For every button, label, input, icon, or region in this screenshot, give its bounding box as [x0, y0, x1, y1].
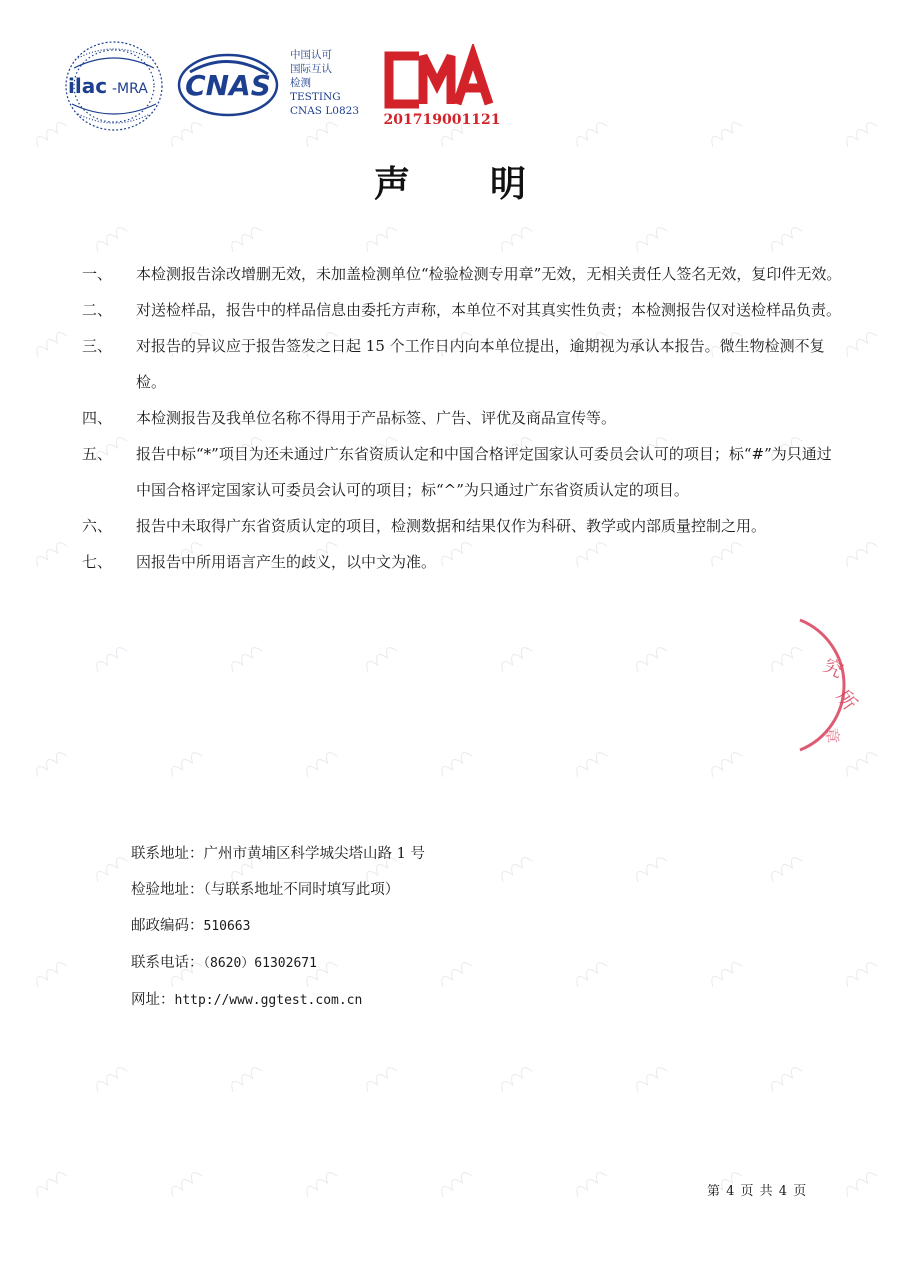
item-text: 本检测报告及我单位名称不得用于产品标签、广告、评优及商品宣传等。 [136, 409, 617, 427]
statement-item [82, 508, 842, 544]
watermark-mark [33, 1170, 67, 1197]
watermark-mark [303, 750, 337, 777]
watermark-mark [573, 1170, 607, 1197]
watermark-mark [843, 330, 877, 357]
watermark-mark [363, 1065, 397, 1092]
watermark-mark [498, 645, 532, 672]
statement-item [82, 544, 842, 580]
watermark-mark [768, 1065, 802, 1092]
watermark-mark [633, 855, 667, 882]
watermark-mark [303, 120, 337, 147]
contact-inspection: 检验地址：（与联系地址不同时填写此项） [131, 882, 400, 898]
contact-postcode: 邮政编码：510663 [131, 918, 251, 934]
watermark-mark [228, 225, 262, 252]
statement-item [82, 436, 842, 508]
cnas-logo-text: CNAS [185, 69, 271, 102]
watermark-mark [498, 1065, 532, 1092]
statement-list [82, 256, 842, 580]
watermark-mark [228, 1065, 262, 1092]
item-text: 报告中未取得广东省资质认定的项目，检测数据和结果仅作为科研、教学或内部质量控制之用。 [136, 517, 767, 535]
watermark-mark [168, 750, 202, 777]
item-text: 本检测报告涂改增删无效，未加盖检测单位“检验检测专用章”无效，无相关责任人签名无效，复印件无效。 [136, 265, 842, 283]
svg-text:究: 究 [819, 654, 847, 683]
item-number: 三、 [82, 337, 113, 355]
accreditation-text [290, 48, 359, 118]
watermark-mark [438, 960, 472, 987]
watermark-mark [438, 1170, 472, 1197]
watermark-mark [633, 1065, 667, 1092]
watermark-mark [363, 225, 397, 252]
watermark-mark [708, 750, 742, 777]
watermark-mark [93, 1065, 127, 1092]
svg-text:所: 所 [831, 686, 861, 715]
cnas-logo [176, 52, 280, 118]
watermark-mark [498, 225, 532, 252]
watermark-mark [843, 1170, 877, 1197]
watermark-mark [93, 225, 127, 252]
watermark-mark [33, 750, 67, 777]
item-number: 六、 [82, 517, 113, 535]
watermark-mark [438, 750, 472, 777]
statement-item [82, 400, 842, 436]
ilac-logo-text: ilac [68, 74, 108, 98]
accred-line: CNAS L0823 [290, 105, 360, 117]
watermark-mark [573, 750, 607, 777]
watermark-mark [93, 645, 127, 672]
accred-line: 中国认可 [290, 49, 332, 61]
watermark-mark [633, 225, 667, 252]
svg-text:-MRA: -MRA [112, 81, 148, 97]
watermark-mark [768, 225, 802, 252]
watermark-mark [168, 1170, 202, 1197]
contact-website: 网址：http://www.ggtest.com.cn [131, 992, 363, 1008]
item-number: 一、 [82, 265, 113, 283]
statement-item [82, 256, 842, 292]
item-text: 报告中标“*”项目为还未通过广东省资质认定和中国合格评定国家认可委员会认可的项目；标“#”为只通过中国合格评定国家认可委员会认可的项目；标“^”为只通过广东省资质认定的项目。 [136, 445, 832, 499]
accred-line: 检测 [290, 77, 311, 89]
watermark-mark [498, 855, 532, 882]
item-text: 对送检样品，报告中的样品信息由委托方声称，本单位不对其真实性负责；本检测报告仅对送检样品负责。 [136, 301, 842, 319]
contact-address: 联系地址：广州市黄埔区科学城尖塔山路 1 号 [131, 846, 425, 862]
watermark-mark [573, 120, 607, 147]
svg-text:章: 章 [822, 726, 843, 745]
watermark-mark [33, 330, 67, 357]
item-text: 因报告中所用语言产生的歧义，以中文为准。 [136, 553, 437, 571]
item-number: 四、 [82, 409, 113, 427]
cma-number: 201719001121 [383, 112, 501, 128]
statement-item [82, 328, 842, 400]
watermark-mark [33, 540, 67, 567]
accred-line: 国际互认 [290, 63, 332, 75]
contact-phone: 联系电话：（8620）61302671 [131, 955, 317, 971]
website-link[interactable]: http://www.ggtest.com.cn [174, 993, 363, 1008]
item-text: 对报告的异议应于报告签发之日起 15 个工作日内向本单位提出，逾期视为承认本报告。微生物检测不复检。 [136, 337, 825, 391]
watermark-mark [843, 120, 877, 147]
watermark-mark [228, 645, 262, 672]
cma-logo [377, 44, 507, 128]
watermark-mark [303, 1170, 337, 1197]
watermark-mark [708, 120, 742, 147]
item-number: 七、 [82, 553, 113, 571]
item-number: 二、 [82, 301, 113, 319]
page-title: 声明 [373, 164, 606, 205]
watermark-mark [363, 645, 397, 672]
watermark-mark [33, 960, 67, 987]
ilac-mra-logo [62, 38, 166, 134]
watermark-mark [633, 645, 667, 672]
accred-line: TESTING [290, 91, 341, 103]
watermark-mark [843, 960, 877, 987]
watermark-mark [573, 960, 607, 987]
item-number: 五、 [82, 445, 113, 463]
page-number: 第 4 页 共 4 页 [707, 1184, 808, 1199]
official-seal [740, 610, 900, 760]
watermark-mark [708, 960, 742, 987]
watermark-mark [768, 855, 802, 882]
watermark-mark [168, 120, 202, 147]
watermark-mark [93, 855, 127, 882]
watermark-mark [843, 540, 877, 567]
contact-info [131, 836, 425, 1019]
statement-item [82, 292, 842, 328]
